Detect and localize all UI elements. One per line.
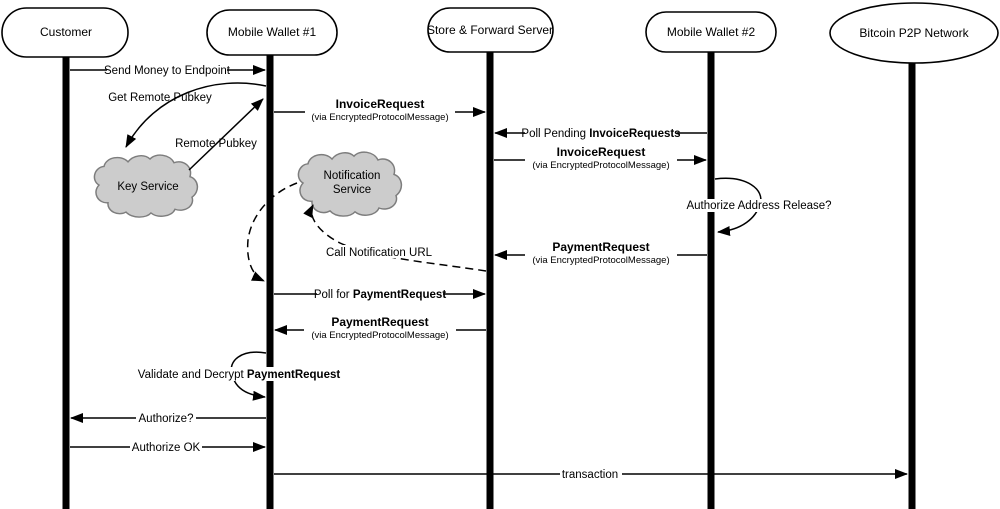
lifeline-mobile-wallet-2 [708,50,715,509]
label-poll-pending-bold: InvoiceRequests [589,128,681,140]
label-authorize-question: Authorize? [138,413,194,425]
label-remote-pubkey: Remote Pubkey [175,138,257,150]
label-get-remote-pubkey: Get Remote Pubkey [108,92,212,104]
cloud-key-service-label: Key Service [117,181,179,193]
label-poll-for-bold: PaymentRequest [352,289,447,301]
cloud-notification-service-label-line2: Service [332,184,372,196]
label-authorize-ok: Authorize OK [131,442,201,454]
label-authorize-address-release: Authorize Address Release? [686,200,832,212]
actor-mobile-wallet-1-label: Mobile Wallet #1 [227,25,317,39]
lifeline-bitcoin-p2p-network [909,61,916,509]
label-call-notification-url: Call Notification URL [325,247,433,259]
label-invoice-request-1-sub: (via EncryptedProtocolMessage) [311,112,449,123]
label-invoice-request-2-sub: (via EncryptedProtocolMessage) [532,160,670,171]
label-validate-pre: Validate and Decrypt [137,369,247,381]
label-payment-request-2: PaymentRequest [331,315,429,329]
label-payment-request-2-sub: (via EncryptedProtocolMessage) [311,330,449,341]
actor-bitcoin-p2p-network-label: Bitcoin P2P Network [859,26,969,40]
lifeline-mobile-wallet-1 [267,53,274,509]
actor-customer-label: Customer [39,25,93,39]
label-validate-decrypt [138,369,341,381]
label-transaction: transaction [561,469,619,481]
label-payment-request-1: PaymentRequest [552,240,650,254]
label-invoice-request-2: InvoiceRequest [556,145,646,159]
label-payment-request-1-sub: (via EncryptedProtocolMessage) [532,255,670,266]
label-poll-pending-pre: Poll Pending [521,128,590,140]
arrow-remote-pubkey [189,99,263,170]
label-invoice-request-1: InvoiceRequest [335,97,425,111]
lifeline-store-forward-server [487,50,494,509]
label-send-money: Send Money to Endpoint [104,65,230,77]
label-poll-pending-invoice-requests [521,128,680,140]
label-poll-for-pre: Poll for [313,289,353,301]
lifeline-customer [63,55,70,509]
label-validate-bold: PaymentRequest [246,369,341,381]
actor-mobile-wallet-2-label: Mobile Wallet #2 [666,25,756,39]
label-poll-for-payment-request [314,289,446,301]
cloud-notification-service-label-line1: Notification [323,170,381,182]
actor-store-forward-server-label: Store & Forward Server [426,23,554,37]
